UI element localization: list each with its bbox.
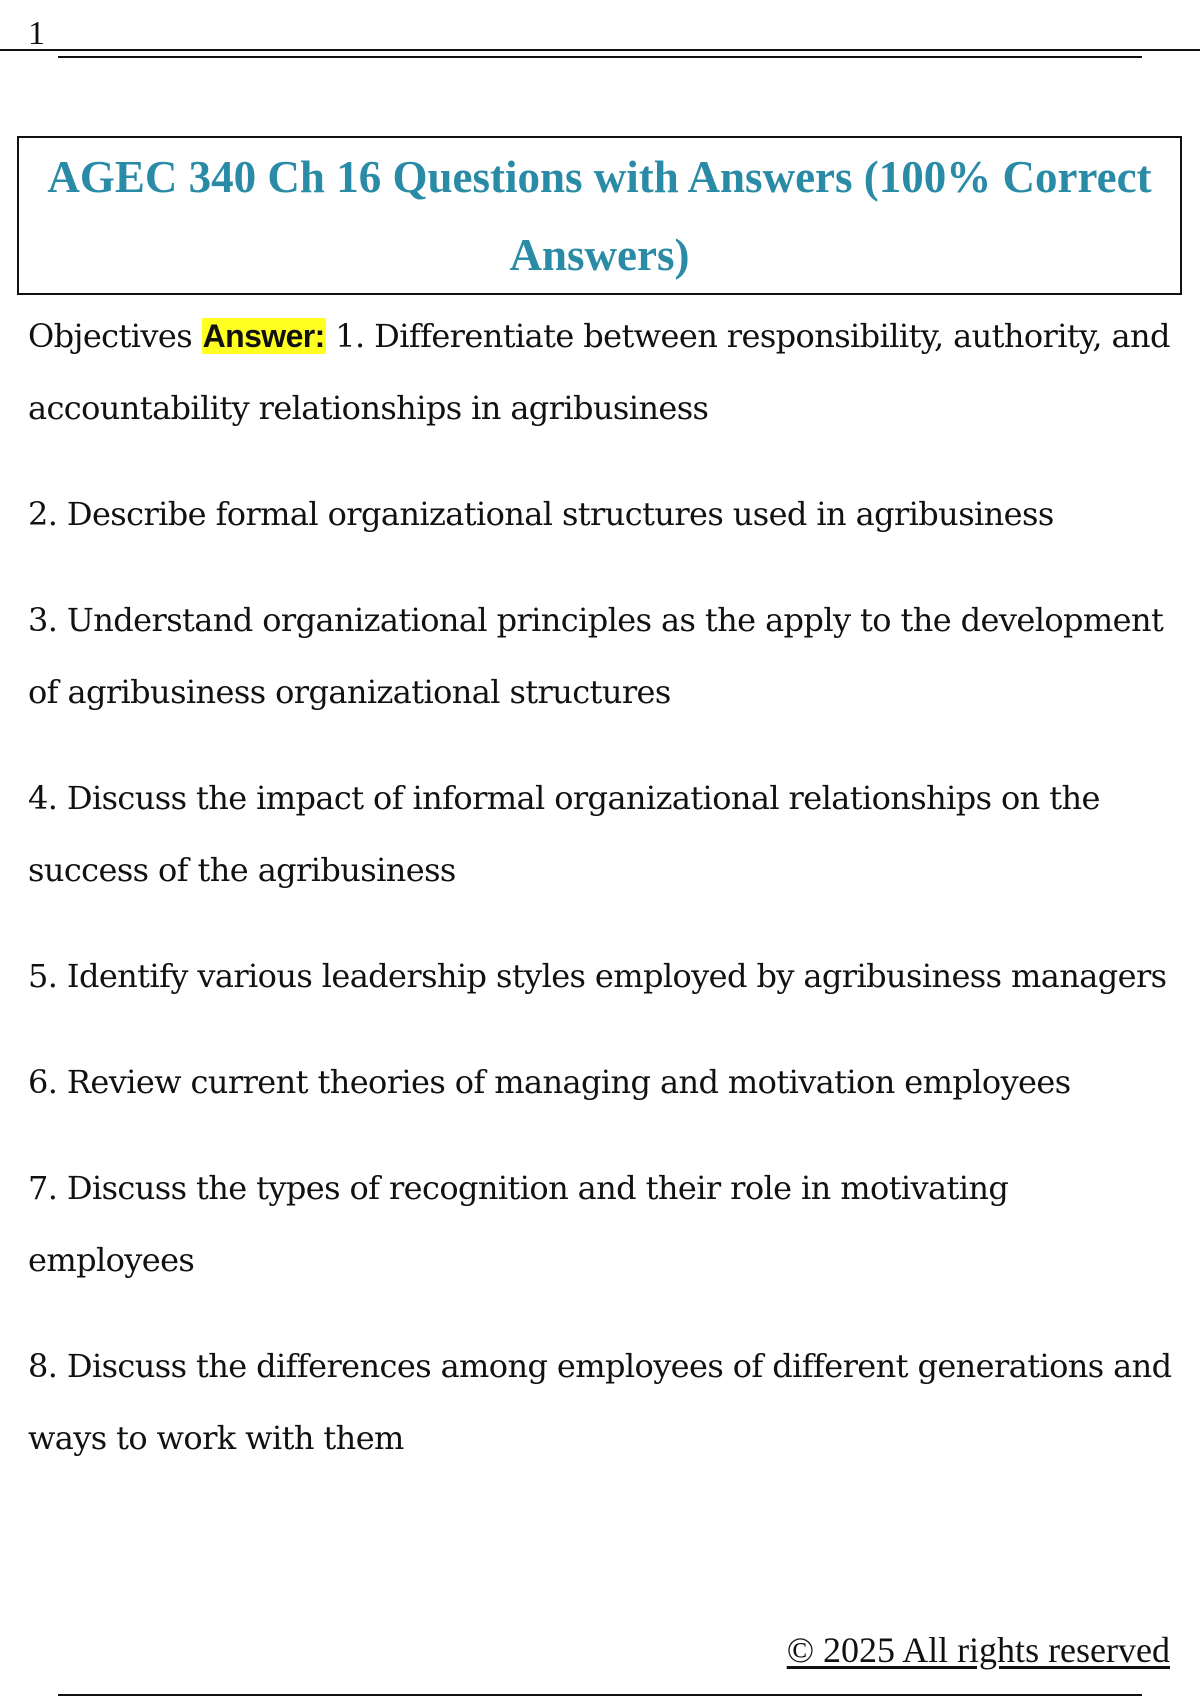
copyright-notice: © 2025 All rights reserved (786, 1630, 1170, 1670)
objectives-label: Objectives (28, 317, 193, 355)
header-rule-bottom (58, 56, 1142, 58)
objective-paragraph-3: 3. Understand organizational principles as the apply to the development of agribusiness organizational structures (28, 601, 1164, 711)
objective-paragraph-8: 8. Discuss the differences among employees of different generations and ways to work with them (28, 1347, 1172, 1457)
page-number: 1 (28, 15, 45, 52)
objective-paragraph-6: 6. Review current theories of managing and motivation employees (28, 1063, 1071, 1101)
title-box (17, 136, 1182, 295)
footer-rule (58, 1694, 1142, 1696)
objective-paragraph-7: 7. Discuss the types of recognition and their role in motivating employees (28, 1169, 1009, 1279)
objective-paragraph-4: 4. Discuss the impact of informal organizational relationships on the success of the agribusiness (28, 779, 1100, 889)
header-rule-top (0, 49, 1200, 51)
answer-label-highlight: Answer: (202, 318, 325, 354)
document-title: AGEC 340 Ch 16 Questions with Answers (100% Correct Answers) (47, 151, 1152, 280)
document-body (28, 300, 1178, 1508)
objective-paragraph-1 (28, 300, 1178, 444)
objective-text-1: 1. Differentiate between responsibility, authority, and accountability relationships in agribusiness (28, 317, 1170, 427)
objective-paragraph-5: 5. Identify various leadership styles employed by agribusiness managers (28, 957, 1167, 995)
objective-paragraph-2: 2. Describe formal organizational structures used in agribusiness (28, 495, 1054, 533)
